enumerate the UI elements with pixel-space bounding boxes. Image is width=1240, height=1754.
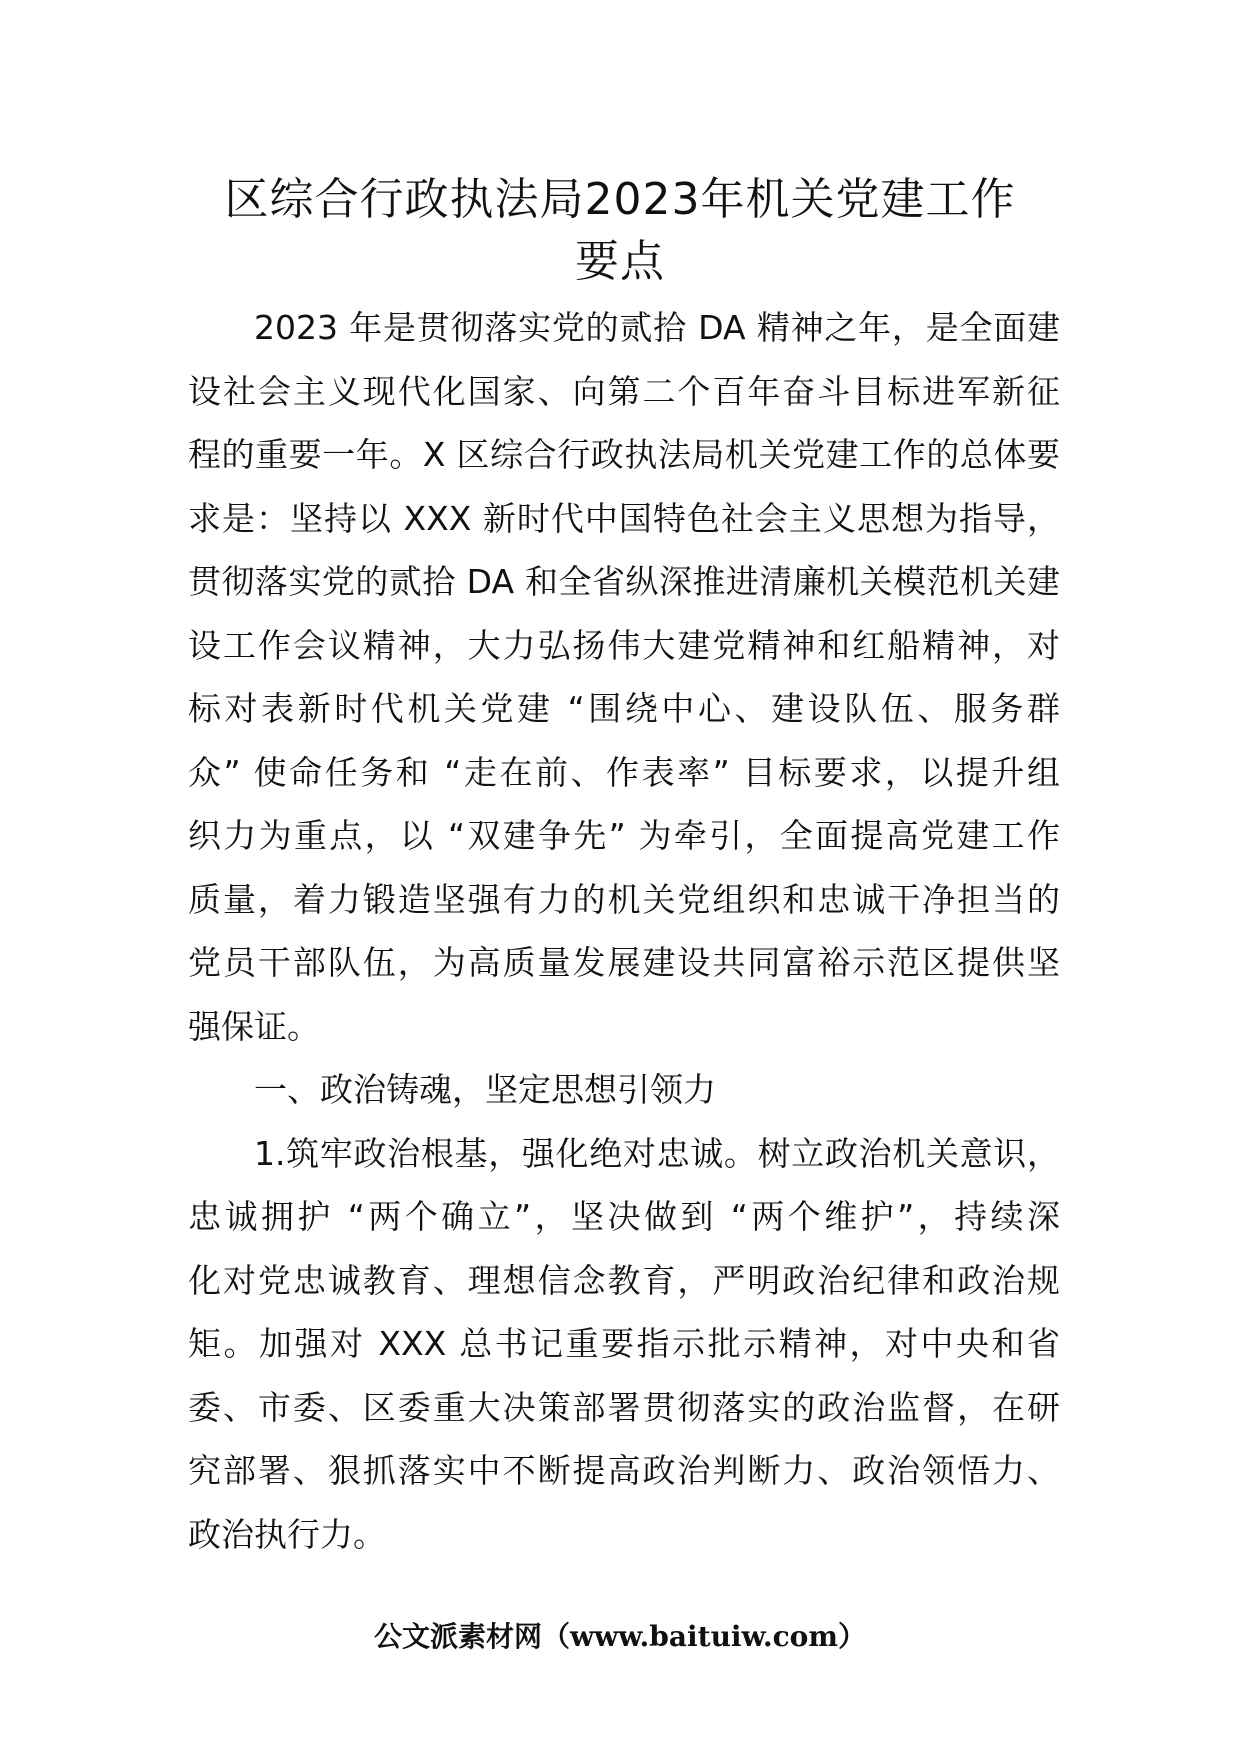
paragraph-1-line: 设社会主义现代化国家、向第二个百年奋斗目标进军新征 — [188, 371, 1060, 411]
paragraph-1-line: 求是：坚持以 XXX 新时代中国特色社会主义思想为指导， — [188, 498, 1060, 538]
paragraph-2-line: 政治执行力。 — [188, 1514, 386, 1554]
paragraph-2-line: 委、市委、区委重大决策部署贯彻落实的政治监督，在研 — [188, 1387, 1060, 1427]
section-heading: 一、政治铸魂，坚定思想引领力 — [254, 1070, 716, 1109]
paragraph-1-line: 程的重要一年。X 区综合行政执法局机关党建工作的总体要 — [188, 435, 1060, 474]
document-title-line-1: 区综合行政执法局2023年机关党建工作 — [224, 174, 1016, 225]
paragraph-1-line: 织力为重点，以 “双建争先” 为牵引，全面提高党建工作 — [188, 816, 1060, 855]
paragraph-2-line: 忠诚拥护 “两个确立”，坚决做到 “两个维护”，持续深 — [188, 1197, 1060, 1236]
paragraph-1-line: 众” 使命任务和 “走在前、作表率” 目标要求，以提升组 — [188, 752, 1060, 792]
paragraph-1-line: 强保证。 — [188, 1006, 320, 1046]
paragraph-1-line: 质量，着力锻造坚强有力的机关党组织和忠诚干净担当的 — [188, 879, 1060, 919]
paragraph-2-line: 矩。加强对 XXX 总书记重要指示批示精神，对中央和省 — [188, 1324, 1060, 1363]
paragraph-2-line: 1.筑牢政治根基，强化绝对忠诚。树立政治机关意识， — [254, 1133, 1060, 1173]
paragraph-1-line: 标对表新时代机关党建 “围绕中心、建设队伍、服务群 — [188, 689, 1060, 728]
paragraph-1-line: 设工作会议精神，大力弘扬伟大建党精神和红船精神，对 — [188, 625, 1060, 665]
document-title-line-2: 要点 — [575, 236, 665, 287]
footer-watermark: 公文派素材网（www.baituiw.com） — [374, 1620, 866, 1653]
paragraph-2-line: 究部署、狠抓落实中不断提高政治判断力、政治领悟力、 — [188, 1451, 1060, 1490]
paragraph-2-line: 化对党忠诚教育、理想信念教育，严明政治纪律和政治规 — [188, 1260, 1060, 1300]
paragraph-1-line: 党员干部队伍，为高质量发展建设共同富裕示范区提供坚 — [188, 943, 1060, 982]
paragraph-1-line: 2023 年是贯彻落实党的贰拾 DA 精神之年，是全面建 — [254, 308, 1060, 347]
document-body — [188, 296, 1060, 1566]
paragraph-1-line: 贯彻落实党的贰拾 DA 和全省纵深推进清廉机关模范机关建 — [188, 562, 1060, 601]
